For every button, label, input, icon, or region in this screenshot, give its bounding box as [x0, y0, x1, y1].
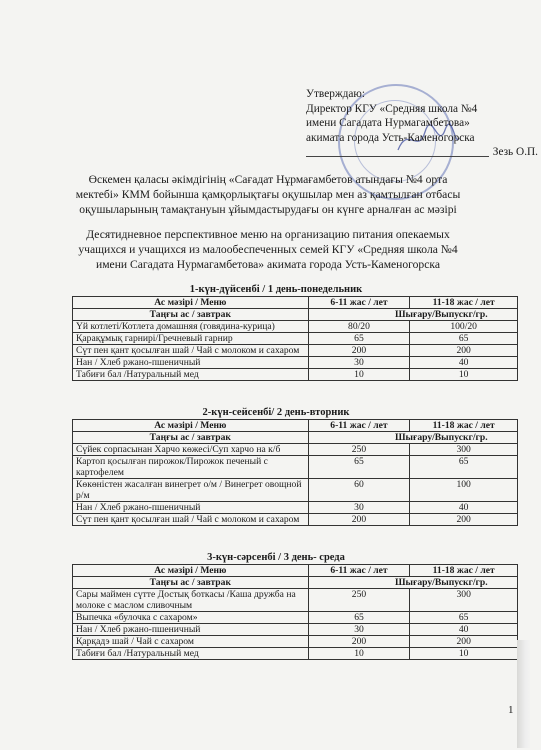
portion-6-11: 30: [308, 624, 410, 636]
approval-block: [306, 87, 538, 160]
header-output: Шығару/Выпускг/гр.: [308, 432, 517, 444]
portion-11-18: 10: [410, 648, 518, 660]
day-title: 2-күн-сейсенбі/ 2 день-вторник: [202, 407, 350, 418]
portion-11-18: 200: [410, 514, 518, 526]
portion-11-18: 10: [410, 369, 518, 381]
menu-table-day-1: [72, 296, 518, 381]
heading-line: оқушыларының тамақтануын ұйымдастырудағы он күнге арналған ас мәзірі: [79, 203, 457, 216]
header-age-6-11: 6-11 жас / лет: [308, 297, 410, 309]
portion-11-18: 200: [410, 345, 518, 357]
header-age-11-18: 11-18 жас / лет: [410, 297, 518, 309]
scan-edge-shadow: [517, 640, 531, 748]
heading-line: Өскемен қаласы әкімдігінің «Сағадат Нұрмағамбетов атындағы №4 орта: [88, 173, 448, 186]
heading-line: имени Сагадата Нурмагамбетова» акимата города Усть-Каменогорска: [96, 258, 440, 271]
dish-name: Сары маймен сүтте Достық боткасы /Каша дружба на молоке с маслом сливочным: [73, 589, 309, 612]
day-title: 3-күн-сәрсенбі / 3 день- среда: [207, 552, 345, 563]
table-row: [73, 636, 518, 648]
table-row: [73, 321, 518, 333]
heading-line: мектебі» КММ бойынша қамқорлықтағы оқушылар мен аз қамтылған отбасы: [75, 188, 461, 201]
header-output: Шығару/Выпускг/гр.: [308, 309, 517, 321]
portion-11-18: 100/20: [410, 321, 518, 333]
portion-11-18: 300: [410, 589, 518, 612]
approval-line: Директор КГУ «Средняя школа №4: [306, 102, 478, 115]
approval-line: имени Сагадата Нурмагамбетова»: [306, 117, 470, 129]
dish-name: Қарқадэ шай / Чай с сахаром: [73, 636, 309, 648]
portion-6-11: 200: [308, 636, 410, 648]
menu-table-day-2: [72, 419, 518, 526]
day-title: 1-күн-дүйсенбі / 1 день-понедельник: [189, 284, 363, 295]
portion-11-18: 300: [410, 444, 518, 456]
header-breakfast: Таңғы ас / завтрак: [73, 309, 309, 321]
portion-6-11: 250: [308, 444, 410, 456]
dish-name: Көкөністен жасалған винегрет о/м / Винегрет овощной р/м: [73, 479, 309, 502]
table-row: [73, 479, 518, 502]
header-age-6-11: 6-11 жас / лет: [308, 565, 410, 577]
signer-name: Зезь О.П.: [492, 146, 538, 158]
dish-name: Үй котлеті/Котлета домашняя (говядина-курица): [73, 321, 309, 333]
table-row: [73, 333, 518, 345]
heading-russian: [28, 227, 508, 272]
portion-6-11: 65: [308, 456, 410, 479]
table-row: [73, 514, 518, 526]
table-row: [73, 624, 518, 636]
header-menu: Ас мәзірі / Меню: [73, 297, 309, 309]
dish-name: Нан / Хлеб ржано-пшеничный: [73, 502, 309, 514]
header-menu: Ас мәзірі / Меню: [73, 565, 309, 577]
dish-name: Қарақұмық гарнирі/Гречневый гарнир: [73, 333, 309, 345]
dish-name: Нан / Хлеб ржано-пшеничный: [73, 357, 309, 369]
portion-11-18: 65: [410, 612, 518, 624]
header-breakfast: Таңғы ас / завтрак: [73, 432, 309, 444]
heading-line: Десятидневное перспективное меню на организацию питания опекаемых: [86, 228, 450, 241]
dish-name: Сүт пен қант қосылған шай / Чай с молоком и сахаром: [73, 514, 309, 526]
portion-11-18: 200: [410, 636, 518, 648]
table-row: [73, 369, 518, 381]
approval-line: Утверждаю:: [306, 88, 366, 100]
portion-11-18: 40: [410, 624, 518, 636]
header-menu: Ас мәзірі / Меню: [73, 420, 309, 432]
header-age-11-18: 11-18 жас / лет: [410, 420, 518, 432]
portion-6-11: 200: [308, 345, 410, 357]
portion-6-11: 10: [308, 369, 410, 381]
portion-11-18: 40: [410, 357, 518, 369]
portion-6-11: 60: [308, 479, 410, 502]
table-row: [73, 345, 518, 357]
portion-11-18: 65: [410, 333, 518, 345]
header-age-11-18: 11-18 жас / лет: [410, 565, 518, 577]
header-output: Шығару/Выпускг/гр.: [308, 577, 517, 589]
table-row: [73, 648, 518, 660]
heading-kazakh: [28, 172, 508, 217]
portion-11-18: 65: [410, 456, 518, 479]
table-row: [73, 357, 518, 369]
table-row: [73, 502, 518, 514]
table-row: [73, 444, 518, 456]
portion-6-11: 80/20: [308, 321, 410, 333]
dish-name: Выпечка «булочка с сахаром»: [73, 612, 309, 624]
portion-6-11: 65: [308, 612, 410, 624]
signature-underline: [306, 145, 489, 157]
dish-name: Нан / Хлеб ржано-пшеничный: [73, 624, 309, 636]
dish-name: Сүт пен қант қосылған шай / Чай с молоком и сахаром: [73, 345, 309, 357]
signature-line: [306, 145, 538, 160]
portion-6-11: 30: [308, 357, 410, 369]
portion-6-11: 10: [308, 648, 410, 660]
table-row: [73, 589, 518, 612]
portion-6-11: 30: [308, 502, 410, 514]
dish-name: Сүйек сорпасынан Харчо көжесі/Суп харчо на к/б: [73, 444, 309, 456]
table-row: [73, 612, 518, 624]
dish-name: Картоп қосылған пирожок/Пирожок печеный с картофелем: [73, 456, 309, 479]
portion-11-18: 40: [410, 502, 518, 514]
portion-11-18: 100: [410, 479, 518, 502]
page-number: 1: [508, 704, 514, 716]
header-age-6-11: 6-11 жас / лет: [308, 420, 410, 432]
heading-line: учащихся и учащихся из малообеспеченных семей КГУ «Средняя школа №4: [78, 243, 458, 256]
dish-name: Табиғи бал /Натуральный мед: [73, 369, 309, 381]
dish-name: Табиғи бал /Натуральный мед: [73, 648, 309, 660]
portion-6-11: 200: [308, 514, 410, 526]
approval-line: акимата города Усть-Каменогорска: [306, 131, 475, 144]
header-breakfast: Таңғы ас / завтрак: [73, 577, 309, 589]
table-row: [73, 456, 518, 479]
menu-table-day-3: [72, 564, 518, 660]
portion-6-11: 65: [308, 333, 410, 345]
portion-6-11: 250: [308, 589, 410, 612]
